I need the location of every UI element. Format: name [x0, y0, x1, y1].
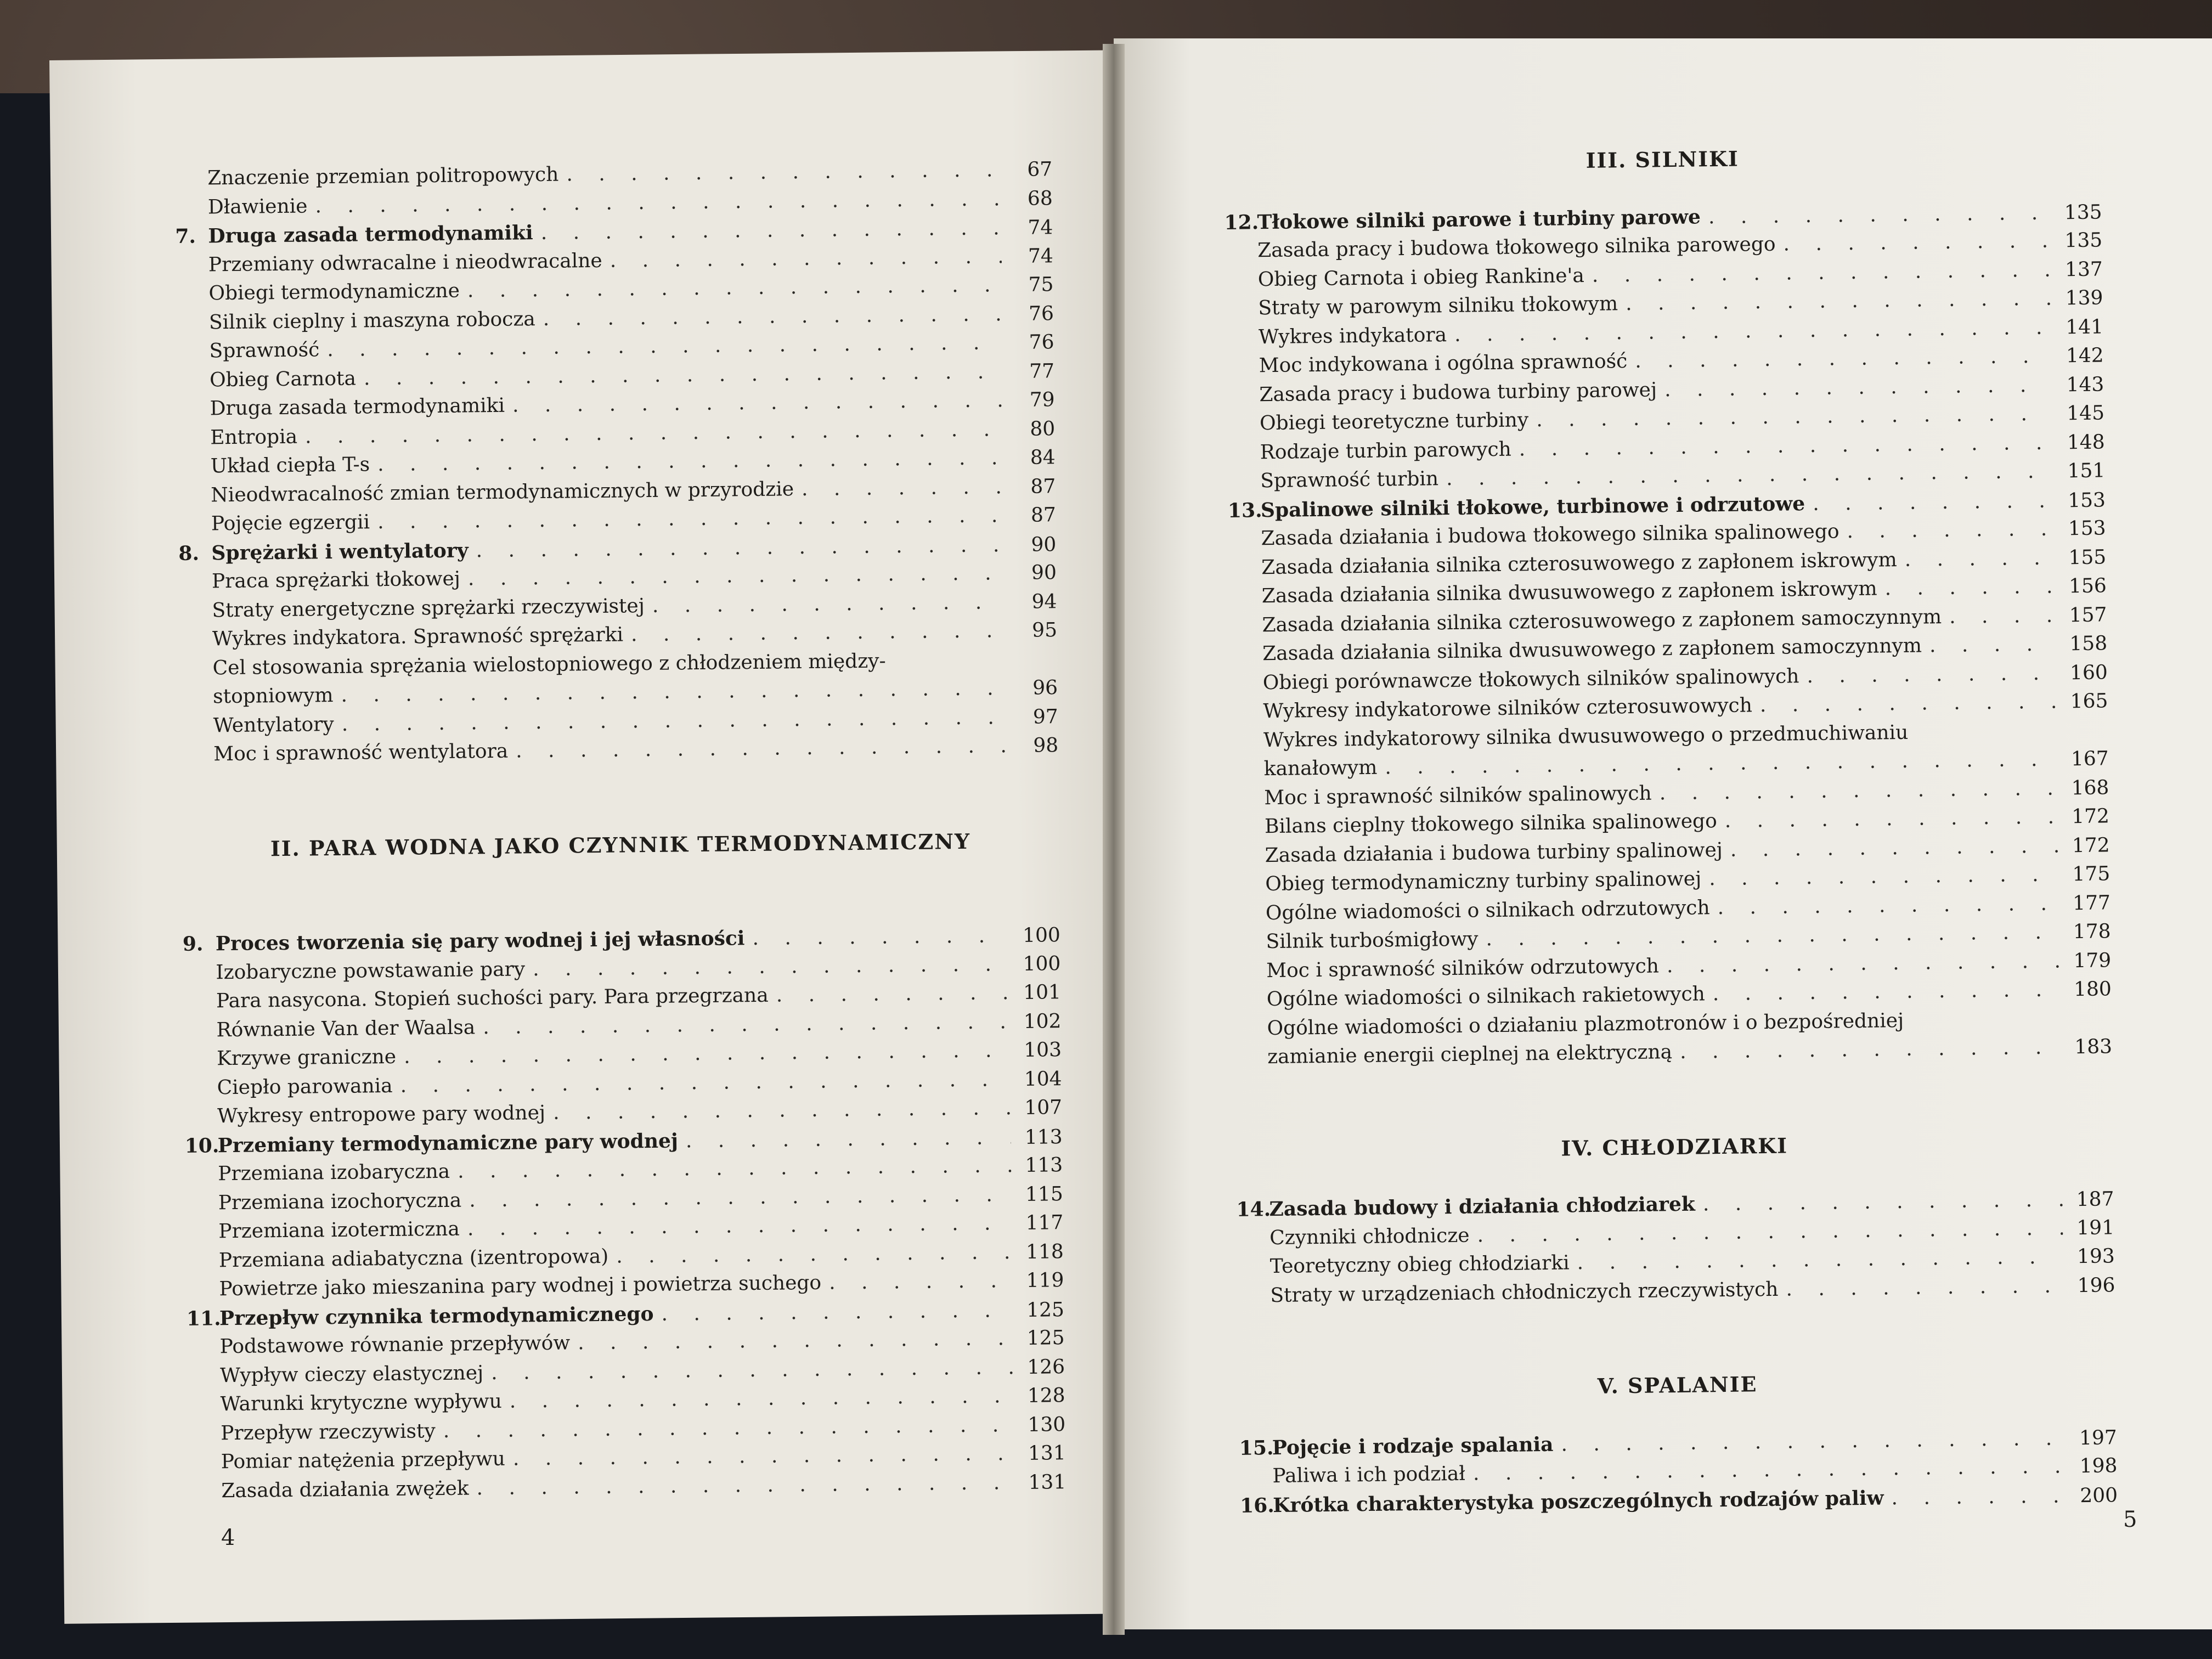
dot-leader — [1929, 630, 2056, 661]
dot-leader — [1786, 1272, 2064, 1304]
entry-title: Obieg Carnota i obieg Rankine'a — [1257, 264, 1585, 291]
entry-title: Zasada budowy i działania chłodziarek — [1269, 1192, 1696, 1221]
entry-title: Silnik cieplny i maszyna robocza — [208, 307, 535, 334]
dot-leader — [1904, 544, 2055, 574]
entry-page-number: 98 — [1033, 734, 1059, 757]
entry-page-number: 107 — [1024, 1096, 1063, 1119]
entry-title: Straty w urządzeniach chłodniczych rzeczywistych — [1270, 1278, 1779, 1307]
entry-title: stopniowym — [212, 684, 334, 708]
entry-page-number: 131 — [1028, 1442, 1066, 1465]
entry-page-number: 160 — [2069, 661, 2108, 684]
entry-page-number: 172 — [2072, 833, 2110, 857]
chapter-number: 7. — [175, 224, 196, 248]
dot-leader — [1659, 774, 2057, 808]
entry-page-number: 130 — [1028, 1413, 1066, 1436]
dot-leader — [631, 617, 1006, 650]
entry-title: Obieg termodynamiczny turbiny spalinowej — [1265, 867, 1702, 896]
entry-title: Silnik turbośmigłowy — [1266, 928, 1479, 953]
dot-leader — [1911, 1025, 2060, 1026]
dot-leader — [1712, 975, 2060, 1008]
entry-page-number: 167 — [2070, 747, 2109, 771]
section-title-3: III. SILNIKI — [1585, 146, 1740, 173]
dot-leader — [543, 300, 1002, 334]
dot-leader — [1667, 947, 2060, 980]
entry-title: Przemiana adiabatyczna (izentropowa) — [218, 1245, 609, 1272]
dot-leader — [1760, 688, 2057, 720]
entry-page-number: 179 — [2073, 949, 2112, 972]
entry-title: Nieodwracalność zmian termodynamicznych w przyrodzie — [211, 477, 794, 506]
entry-title: Ciepło parowania — [217, 1074, 393, 1099]
dot-leader — [1709, 861, 2059, 894]
entry-title: Sprężarki i wentylatory — [211, 538, 469, 565]
entry-page-number: 183 — [2074, 1035, 2113, 1059]
entry-title: Wykres indykatorowy silnika dwusuwowego o przedmuchiwaniu — [1263, 721, 1909, 752]
dot-leader — [1730, 832, 2058, 865]
section-title-4: IV. CHŁODZIARKI — [1561, 1133, 1788, 1161]
entry-page-number: 187 — [2076, 1188, 2114, 1211]
section-title-5: V. SPALANIE — [1597, 1372, 1758, 1398]
dot-leader — [1717, 889, 2059, 922]
dot-leader — [1680, 1033, 2061, 1066]
entry-page-number: 125 — [1026, 1298, 1065, 1322]
dot-leader — [610, 242, 1002, 275]
dot-leader — [553, 1094, 1011, 1127]
entry-title: Moc i sprawność silników spalinowych — [1264, 782, 1652, 809]
entry-title: Para nasycona. Stopień suchości pary. Para przegrzana — [216, 984, 769, 1013]
entry-title: Bilans cieplny tłokowego silnika spalinowego — [1264, 810, 1718, 838]
dot-leader — [686, 1124, 1011, 1156]
entry-title: Moc indykowana i ogólna sprawność — [1259, 350, 1628, 377]
entry-title: Przemiana izobaryczna — [218, 1160, 450, 1186]
entry-page-number: 135 — [2064, 229, 2103, 252]
entry-page-number: 84 — [1030, 446, 1056, 469]
entry-page-number: 67 — [1027, 158, 1053, 181]
entry-title: Wykresy entropowe pary wodnej — [217, 1102, 546, 1128]
entry-page-number: 128 — [1027, 1384, 1065, 1407]
dot-leader — [1724, 803, 2058, 836]
entry-page-number: 74 — [1028, 244, 1054, 268]
entry-title: Moc i sprawność wentylatora — [213, 740, 509, 766]
entry-title: Straty energetyczne sprężarki rzeczywistej — [212, 594, 645, 622]
dot-leader — [894, 666, 1006, 667]
dot-leader — [1813, 487, 2054, 518]
chapter-number: 8. — [178, 541, 200, 565]
entry-title: Praca sprężarki tłokowej — [211, 567, 461, 593]
page-number-left: 4 — [221, 1525, 235, 1550]
entry-title: Straty w parowym silniku tłokowym — [1258, 292, 1618, 320]
dot-leader — [1703, 1186, 2063, 1219]
chapter-number: 16. — [1239, 1493, 1275, 1517]
entry-page-number: 197 — [2079, 1426, 2118, 1449]
entry-title: Tłokowe silniki parowe i turbiny parowe — [1257, 205, 1701, 234]
entry-title: Moc i sprawność silników odrzutowych — [1266, 954, 1660, 982]
entry-page-number: 137 — [2064, 257, 2103, 281]
dot-leader — [533, 950, 1009, 984]
entry-title: Druga zasada termodynamiki — [208, 221, 533, 248]
entry-page-number: 145 — [2066, 402, 2105, 425]
dot-leader — [776, 979, 1009, 1010]
dot-leader — [566, 156, 1001, 189]
entry-page-number: 102 — [1023, 1009, 1062, 1033]
entry-title: Pojęcie i rodzaje spalania — [1272, 1432, 1554, 1459]
entry-page-number: 157 — [2069, 603, 2107, 627]
dot-leader — [1807, 659, 2056, 691]
entry-title: Krzywe graniczne — [216, 1045, 397, 1070]
entry-page-number: 79 — [1029, 388, 1055, 411]
entry-page-number: 125 — [1026, 1327, 1065, 1350]
entry-page-number: 141 — [2066, 315, 2104, 338]
section-title-2: II. PARA WODNA JAKO CZYNNIK TERMODYNAMICZNY — [270, 828, 971, 861]
page-number-right: 5 — [2123, 1507, 2137, 1532]
entry-title: Zasada działania silnika czterosuwowego z zapłonem iskrowym — [1261, 548, 1897, 579]
entry-page-number: 175 — [2072, 862, 2111, 886]
entry-title: Cel stosowania sprężania wielostopniowego z chłodzeniem między- — [212, 649, 886, 679]
dot-leader — [616, 1238, 1012, 1271]
entry-title: Sprawność turbin — [1260, 467, 1439, 493]
entry-title: Paliwa i ich podział — [1272, 1462, 1466, 1488]
entry-page-number: 87 — [1030, 504, 1056, 527]
entry-page-number: 75 — [1028, 273, 1054, 296]
entry-page-number: 76 — [1029, 331, 1054, 354]
entry-page-number: 172 — [2071, 805, 2110, 828]
entry-page-number: 104 — [1024, 1067, 1062, 1091]
entry-page-number: 151 — [2067, 459, 2106, 483]
entry-page-number: 103 — [1024, 1039, 1062, 1062]
left-table-of-contents — [174, 155, 1066, 1506]
dot-leader — [652, 588, 1006, 620]
entry-title: Krótka charakterystyka poszczególnych rodzajów paliw — [1272, 1486, 1884, 1517]
entry-page-number: 153 — [2068, 517, 2106, 540]
entry-page-number: 101 — [1023, 981, 1062, 1004]
dot-leader — [1891, 1482, 2066, 1513]
entry-page-number: 118 — [1025, 1240, 1064, 1263]
entry-page-number — [2068, 1024, 2112, 1025]
entry-page-number: 131 — [1028, 1470, 1066, 1494]
chapter-number: 11. — [186, 1306, 221, 1330]
entry-title: Równanie Van der Waalsa — [216, 1015, 476, 1041]
entry-title: kanałowym — [1263, 756, 1378, 781]
entry-page-number: 200 — [2080, 1483, 2118, 1507]
chapter-number: 10. — [184, 1133, 219, 1158]
entry-title: Przepływ czynnika termodynamicznego — [219, 1302, 654, 1330]
entry-title: Powietrze jako mieszanina pary wodnej i powietrza suchego — [219, 1271, 822, 1301]
entry-page-number: 168 — [2071, 776, 2109, 799]
entry-title: Ogólne wiadomości o działaniu plazmotronów i o bezpośredniej — [1267, 1009, 1904, 1040]
entry-title: Ogólne wiadomości o silnikach rakietowych — [1266, 983, 1706, 1011]
dot-leader — [661, 1296, 1013, 1329]
entry-title: Warunki krytyczne wypływu — [220, 1390, 502, 1416]
dot-leader — [829, 1267, 1013, 1297]
entry-page-number: 113 — [1024, 1125, 1063, 1149]
entry-page-number: 96 — [1032, 676, 1058, 699]
entry-title: Ogólne wiadomości o silnikach odrzutowych — [1265, 896, 1710, 924]
entry-page-number: 90 — [1031, 561, 1057, 584]
right-table-of-contents — [1223, 140, 2118, 1520]
entry-title: Przemiana izochoryczna — [218, 1189, 462, 1214]
entry-title: Zasada działania silnika czterosuwowego z zapłonem samoczynnym — [1262, 605, 1942, 636]
dot-leader — [1949, 601, 2056, 631]
chapter-number: 15. — [1239, 1436, 1274, 1460]
entry-page-number: 148 — [2067, 430, 2105, 454]
entry-page-number: 119 — [1026, 1269, 1064, 1292]
entry-page-number: 95 — [1031, 619, 1058, 642]
entry-page-number: 165 — [2070, 690, 2108, 713]
entry-title: Obiegi termodynamiczne — [208, 279, 460, 305]
entry-title: Układ ciepła T-s — [210, 453, 370, 478]
entry-title: Entropia — [210, 425, 298, 449]
book-gutter — [1103, 44, 1125, 1635]
entry-title: Zasada działania i budowa tłokowego silnika spalinowego — [1261, 520, 1839, 550]
entry-page-number: 117 — [1025, 1211, 1064, 1234]
entry-page-number: 97 — [1032, 705, 1058, 729]
entry-page-number: 196 — [2077, 1273, 2115, 1297]
chapter-number: 9. — [182, 932, 204, 956]
entry-title: Druga zasada termodynamiki — [210, 394, 505, 420]
entry-page-number: 155 — [2068, 545, 2107, 569]
dot-leader — [752, 922, 1009, 953]
entry-page-number: 74 — [1028, 216, 1053, 239]
entry-title: Przemiany termodynamiczne pary wodnej — [217, 1128, 679, 1157]
entry-title: Obiegi teoretyczne turbiny — [1259, 409, 1529, 435]
entry-page-number — [2064, 736, 2108, 737]
entry-title: Wypływ cieczy elastycznej — [219, 1361, 484, 1387]
entry-title: Zasada działania zwężek — [221, 1477, 469, 1502]
entry-title: Wykres indykatora. Sprawność sprężarki — [212, 623, 624, 651]
entry-page-number: 177 — [2072, 891, 2111, 915]
entry-title: Podstawowe równanie przepływów — [219, 1331, 571, 1358]
dot-leader — [1783, 227, 2051, 259]
dot-leader — [476, 1469, 1014, 1503]
dot-leader — [1884, 573, 2055, 603]
dot-leader — [1635, 342, 2052, 376]
entry-title: Proces tworzenia się pary wodnej i jej własności — [215, 927, 745, 956]
dot-leader — [578, 1324, 1013, 1358]
entry-page-number: 191 — [2076, 1216, 2115, 1239]
dot-leader — [1626, 285, 2052, 319]
entry-page-number: 113 — [1025, 1154, 1063, 1177]
entry-title: Czynniki chłodnicze — [1269, 1224, 1470, 1249]
dot-leader — [1708, 199, 2051, 232]
entry-page-number: 142 — [2066, 344, 2104, 368]
entry-title: Zasada działania silnika dwusuwowego z zapłonem samoczynnym — [1262, 634, 1922, 665]
dot-leader — [1916, 737, 2057, 738]
entry-page-number: 80 — [1030, 417, 1056, 441]
entry-title: Teoretyczny obieg chłodziarki — [1269, 1251, 1570, 1278]
dot-leader — [516, 732, 1007, 766]
entry-page-number: 90 — [1031, 533, 1057, 556]
dot-leader — [1847, 515, 2055, 546]
entry-title: Obieg Carnota — [209, 367, 357, 391]
entry-page-number: 180 — [2073, 978, 2112, 1001]
entry-title: Wentylatory — [213, 713, 334, 737]
entry-page-number: 139 — [2065, 286, 2103, 310]
entry-page-number: 156 — [2068, 574, 2107, 598]
entry-title: Pojęcie egzergii — [211, 511, 370, 535]
entry-title: Pomiar natężenia przepływu — [221, 1447, 506, 1474]
entry-page-number: 178 — [2073, 920, 2111, 944]
entry-title: Spalinowe silniki tłokowe, turbinowe i odrzutowe — [1260, 492, 1805, 522]
entry-page-number: 68 — [1027, 187, 1053, 210]
entry-title: Zasada działania silnika dwusuwowego z zapłonem iskrowym — [1261, 577, 1877, 608]
entry-page-number: 115 — [1025, 1182, 1063, 1206]
entry-page-number: 143 — [2066, 373, 2104, 396]
dot-leader — [1664, 371, 2053, 404]
entry-page-number: 198 — [2079, 1454, 2118, 1478]
entry-title: Zasada pracy i budowa turbiny parowej — [1259, 378, 1657, 406]
chapter-number: 12. — [1224, 210, 1259, 234]
entry-title: Znaczenie przemian politropowych — [207, 163, 559, 190]
entry-title: Sprawność — [209, 338, 320, 363]
entry-title: Obiegi porównawcze tłokowych silników spalinowych — [1262, 664, 1799, 694]
entry-page-number: 100 — [1023, 952, 1061, 975]
entry-title: Dławienie — [207, 194, 308, 218]
entry-page-number: 77 — [1029, 359, 1055, 383]
chapter-number: 13. — [1227, 498, 1262, 522]
entry-title: Przemiana izotermiczna — [218, 1217, 460, 1243]
dot-leader — [802, 473, 1005, 504]
entry-title: Zasada działania i budowa turbiny spalinowej — [1265, 838, 1723, 867]
entry-title: Wykres indykatora — [1258, 323, 1447, 348]
entry-title: Przemiany odwracalne i nieodwracalne — [208, 249, 602, 276]
entry-page-number: 94 — [1031, 590, 1057, 613]
entry-title: zamianie energii cieplnej na elektryczną — [1267, 1041, 1673, 1069]
entry-page-number: 126 — [1027, 1355, 1065, 1379]
entry-page-number: 76 — [1028, 302, 1054, 325]
chapter-number: 14. — [1236, 1198, 1271, 1221]
entry-title: Zasada pracy i budowa tłokowego silnika parowego — [1257, 233, 1776, 262]
entry-page-number: 193 — [2076, 1245, 2115, 1268]
entry-title: Rodzaje turbin parowych — [1260, 438, 1512, 464]
entry-page-number: 100 — [1022, 924, 1061, 947]
entry-title: Przepływ rzeczywisty — [221, 1419, 436, 1444]
entry-page-number: 87 — [1030, 475, 1056, 498]
entry-page-number — [1014, 665, 1058, 666]
entry-page-number: 153 — [2067, 488, 2106, 512]
entry-title: Wykresy indykatorowe silników czterosuwowych — [1263, 694, 1753, 723]
entry-page-number: 135 — [2064, 200, 2102, 224]
dot-leader — [513, 1440, 1014, 1474]
dot-leader — [512, 386, 1003, 420]
entry-title: Izobaryczne powstawanie pary — [216, 957, 526, 984]
entry-page-number: 158 — [2069, 632, 2108, 656]
dot-leader — [509, 1382, 1013, 1416]
